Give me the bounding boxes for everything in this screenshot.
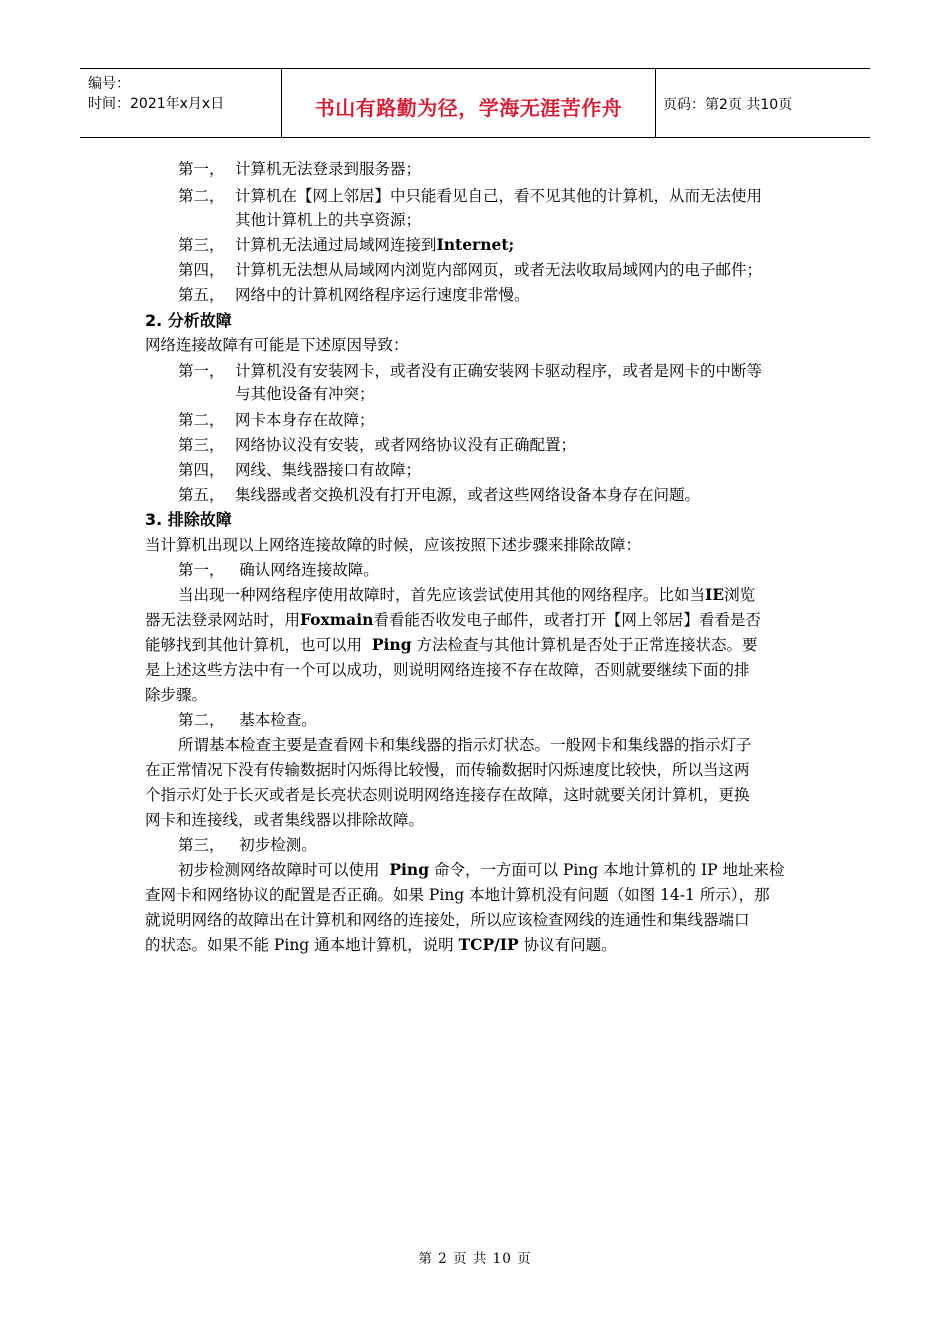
list-item: [178, 185, 763, 207]
header-right-cell: [655, 69, 870, 137]
motto: 书山有路勤为径，学海无涯苦作舟: [314, 96, 623, 120]
foxmain-term: Foxmain: [300, 610, 374, 629]
item-text: 网络协议没有安装，或者网络协议没有正确配置；: [235, 436, 577, 454]
item-text: 集线器或者交换机没有打开电源，或者这些网络设备本身存在问题。: [235, 486, 701, 504]
list-item: [178, 459, 422, 481]
ie-term: IE: [705, 585, 725, 604]
internet-term: Internet;: [436, 235, 515, 254]
item-number: 第一，: [178, 362, 225, 380]
paragraph-text: 命令，一方面可以 Ping 本地计算机的 IP 地址来检: [433, 861, 785, 879]
paragraph-line: 个指示灯处于长灭或者是长亮状态则说明网络连接存在故障，这时就要关闭计算机，更换: [145, 786, 750, 804]
item-number: 第三，: [178, 236, 225, 254]
page-footer: 第 2 页 共 10 页: [418, 1251, 532, 1267]
paragraph-line: [178, 859, 785, 881]
ping-term: Ping: [389, 860, 430, 879]
paragraph-line: 就说明网络的故障出在计算机和网络的连接处，所以应该检查网线的连通性和集线器端口: [145, 911, 750, 929]
paragraph-text: 浏览: [724, 586, 756, 604]
step-title: 第一， 确认网络连接故障。: [178, 561, 379, 579]
item-number: 第四，: [178, 261, 225, 279]
item-text: 计算机无法登录到服务器；: [235, 160, 422, 178]
list-item: [178, 259, 763, 281]
item-text: 网卡本身存在故障；: [235, 411, 375, 429]
date-label: 时间：2021年x月x日: [88, 96, 225, 112]
list-item: [178, 484, 701, 506]
item-text: 计算机在【网上邻居】中只能看见自己，看不见其他的计算机，从而无法使用: [235, 187, 763, 205]
item-number: 第二，: [178, 411, 225, 429]
step-title: 第三， 初步检测。: [178, 836, 317, 854]
item-text-continued: 与其他设备有冲突；: [235, 385, 375, 403]
paragraph-text: 能够找到其他计算机，也可以用: [145, 636, 363, 654]
item-text: 网线、集线器接口有故障；: [235, 461, 422, 479]
paragraph-line: [178, 584, 755, 606]
ping-term: Ping: [371, 635, 412, 654]
number-label: 编号：: [88, 76, 130, 92]
paragraph-line: 是上述这些方法中有一个可以成功，则说明网络连接不存在故障，否则就要继续下面的排: [145, 661, 750, 679]
paragraph-line: 所谓基本检查主要是查看网卡和集线器的指示灯状态。一般网卡和集线器的指示灯子: [178, 736, 752, 754]
section-intro: 网络连接故障有可能是下述原因导致：: [145, 336, 409, 354]
list-item: [178, 234, 515, 256]
list-item: [178, 434, 577, 456]
paragraph-text: 器无法登录网站时，用: [145, 611, 301, 629]
item-text: 网络中的计算机网络程序运行速度非常慢。: [235, 286, 530, 304]
item-number: 第五，: [178, 486, 225, 504]
item-text: 计算机无法想从局域网内浏览内部网页，或者无法收取局域网内的电子邮件；: [235, 261, 763, 279]
paragraph-line: [145, 934, 617, 956]
paragraph-text: 看看能否收发电子邮件，或者打开【网上邻居】看看是否: [373, 611, 761, 629]
paragraph-text: 协议有问题。: [523, 936, 617, 954]
tcpip-term: TCP/IP: [458, 935, 519, 954]
item-number: 第二，: [178, 187, 225, 205]
page-header: [80, 68, 870, 138]
item-text-continued: 其他计算机上的共享资源；: [235, 211, 422, 229]
paragraph-line: 网卡和连接线，或者集线器以排除故障。: [145, 811, 425, 829]
header-left-cell: [80, 69, 280, 137]
paragraph-line: 查网卡和网络协议的配置是否正确。如果 Ping 本地计算机没有问题（如图 14-1 所示），那: [145, 886, 770, 904]
list-item: [178, 409, 375, 431]
section-heading: 2. 分析故障: [145, 311, 232, 330]
item-number: 第三，: [178, 436, 225, 454]
page-info: 页码：第2页 共10页: [663, 97, 793, 113]
section-heading: 3. 排除故障: [145, 510, 232, 529]
paragraph-text: 的状态。如果不能 Ping 通本地计算机，说明: [145, 936, 454, 954]
paragraph-text: 初步检测网络故障时可以使用: [178, 861, 380, 879]
paragraph-line: [145, 609, 761, 631]
paragraph-line: 除步骤。: [145, 686, 208, 704]
list-item: [178, 158, 422, 180]
list-item: [178, 284, 530, 306]
item-text: 计算机无法通过局域网连接到: [235, 236, 437, 254]
item-text: 计算机没有安装网卡，或者没有正确安装网卡驱动程序，或者是网卡的中断等: [235, 362, 763, 380]
paragraph-text: 方法检查与其他计算机是否处于正常连接状态。要: [416, 636, 758, 654]
step-title: 第二， 基本检查。: [178, 711, 317, 729]
item-number: 第五，: [178, 286, 225, 304]
item-number: 第四，: [178, 461, 225, 479]
paragraph-text: 当出现一种网络程序使用故障时，首先应该尝试使用其他的网络程序。比如当: [178, 586, 706, 604]
header-motto-cell: [281, 69, 656, 137]
paragraph-line: 在正常情况下没有传输数据时闪烁得比较慢，而传输数据时闪烁速度比较快，所以当这两: [145, 761, 750, 779]
list-item: [178, 360, 763, 382]
section-intro: 当计算机出现以上网络连接故障的时候，应该按照下述步骤来排除故障：: [145, 536, 642, 554]
item-number: 第一，: [178, 160, 225, 178]
paragraph-line: [145, 634, 757, 656]
